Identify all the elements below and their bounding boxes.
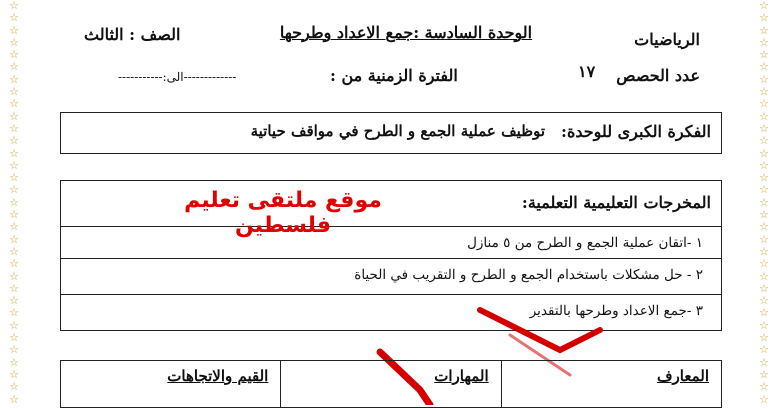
star-icon: ☆ [9,220,19,234]
star-icon: ☆ [759,48,769,62]
star-icon: ☆ [759,72,769,86]
period-label: الفترة الزمنية من : [330,66,458,85]
outcome-row [60,227,722,259]
knowledge-table-header [60,360,722,408]
star-icon: ☆ [759,134,769,148]
subject-label: الرياضيات [634,30,700,49]
star-icon: ☆ [759,11,769,25]
star-icon: ☆ [9,392,19,405]
star-icon: ☆ [9,23,19,37]
star-icon: ☆ [759,281,769,295]
star-icon: ☆ [759,109,769,123]
big-idea-label: الفكرة الكبرى للوحدة: [561,122,711,141]
star-border-left [6,0,22,405]
star-icon: ☆ [9,11,19,25]
star-icon: ☆ [759,171,769,185]
star-icon: ☆ [759,343,769,357]
star-icon: ☆ [759,121,769,135]
star-icon: ☆ [759,146,769,160]
star-icon: ☆ [759,294,769,308]
star-icon: ☆ [9,134,19,148]
star-icon: ☆ [9,183,19,197]
star-icon: ☆ [759,183,769,197]
star-icon: ☆ [759,208,769,222]
column-header: المهارات [280,361,500,407]
period-fill: -------------الى:----------- [118,70,237,84]
sessions-value: ١٧ [578,62,596,81]
star-icon: ☆ [9,109,19,123]
star-icon: ☆ [9,48,19,62]
star-icon: ☆ [9,244,19,258]
star-icon: ☆ [9,171,19,185]
star-icon: ☆ [759,306,769,320]
star-icon: ☆ [9,257,19,271]
star-icon: ☆ [759,367,769,381]
star-icon: ☆ [9,85,19,99]
star-icon: ☆ [759,244,769,258]
star-icon: ☆ [759,269,769,283]
unit-title: الوحدة السادسة :جمع الاعداد وطرحها [279,23,533,42]
big-idea-box [60,112,722,154]
star-icon: ☆ [759,0,769,12]
star-icon: ☆ [759,158,769,172]
star-icon: ☆ [759,97,769,111]
column-header: القيم والاتجاهات [167,367,269,385]
big-idea-text: توظيف عملية الجمع و الطرح في مواقف حياتية [250,122,545,140]
star-icon: ☆ [9,146,19,160]
star-icon: ☆ [9,72,19,86]
star-icon: ☆ [759,355,769,369]
star-icon: ☆ [759,35,769,49]
star-icon: ☆ [759,23,769,37]
star-icon: ☆ [759,331,769,345]
star-icon: ☆ [759,232,769,246]
star-icon: ☆ [9,97,19,111]
star-icon: ☆ [9,121,19,135]
star-icon: ☆ [9,35,19,49]
sessions-label: عدد الحصص [616,66,700,85]
star-icon: ☆ [759,60,769,74]
star-icon: ☆ [9,281,19,295]
star-icon: ☆ [9,0,19,12]
star-icon: ☆ [9,355,19,369]
star-icon: ☆ [9,306,19,320]
star-icon: ☆ [759,318,769,332]
star-icon: ☆ [9,208,19,222]
outcome-text: ١ -اتقان عملية الجمع و الطرح من ٥ منازل [467,235,703,251]
star-icon: ☆ [759,392,769,405]
star-icon: ☆ [9,380,19,394]
star-icon: ☆ [759,257,769,271]
star-icon: ☆ [9,158,19,172]
star-icon: ☆ [9,294,19,308]
outcomes-title: المخرجات التعليمية التعلمية: [521,193,711,212]
outcome-row [60,259,722,295]
star-icon: ☆ [759,85,769,99]
star-icon: ☆ [9,343,19,357]
star-icon: ☆ [9,367,19,381]
star-icon: ☆ [9,232,19,246]
column-header: المعارف [501,361,721,407]
grade-label: الصف : الثالث [84,25,181,44]
star-icon: ☆ [759,220,769,234]
outcome-row [60,295,722,331]
star-border-right [756,0,772,405]
star-icon: ☆ [9,318,19,332]
star-icon: ☆ [9,331,19,345]
outcome-text: ٢ - حل مشكلات باستخدام الجمع و الطرح و التقريب في الحياة [354,267,703,283]
star-icon: ☆ [759,380,769,394]
star-icon: ☆ [9,195,19,209]
star-icon: ☆ [9,269,19,283]
outcome-text: ٣ -جمع الاعداد وطرحها بالتقدير [529,303,703,319]
star-icon: ☆ [759,195,769,209]
star-icon: ☆ [9,60,19,74]
site-watermark: موقع ملتقى تعليم فلسطين [184,188,382,238]
